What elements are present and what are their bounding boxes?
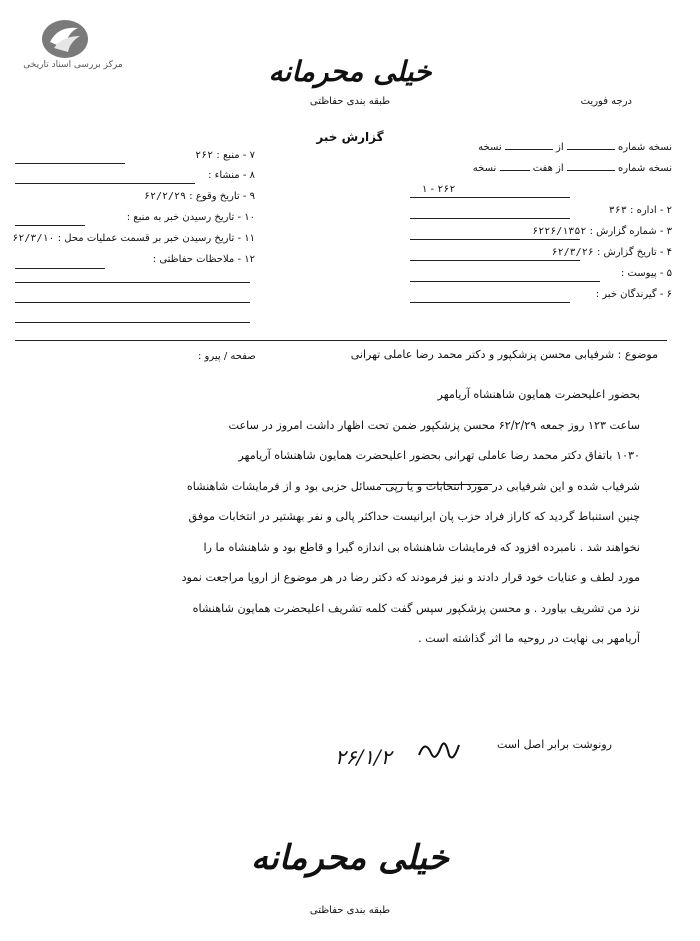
section-divider <box>15 340 667 341</box>
field-underline <box>15 282 250 283</box>
report-date-field: ۴ - تاریخ گزارش : ۶۲/۳/۲۶ <box>551 247 672 258</box>
certified-copy-note: رونوشت برابر اصل است <box>497 738 612 751</box>
field-underline <box>15 163 125 164</box>
body-line: بحضور اعلیحضرت همایون شاهنشاه آریامهر <box>437 388 640 401</box>
origin-field: ۸ - منشاء : <box>208 170 255 181</box>
attachment-field: ۵ - پیوست : <box>620 268 672 279</box>
body-line: آریامهر بی نهایت در روحیه ما اثر گذاشته است . <box>418 632 640 645</box>
copy-number-field-1: نسخه شماره از نسخه <box>478 142 672 153</box>
body-line: ساعت ۱۲۳ روز جمعه ۶۲/۲/۲۹ محسن پزشکپور ضمن تحت اظهار داشت امروز در ساعت <box>228 418 640 432</box>
footer-classification-level: طبقه بندی حفاظتی <box>309 905 391 916</box>
classification-stamp: خیلی محرمانه <box>268 55 432 88</box>
field-underline <box>15 183 195 184</box>
field-underline <box>15 302 250 303</box>
received-operations-date-field: ۱۱ - تاریخ رسیدن خبر بر قسمت عملیات محل : ۶۲/۳/۱۰ <box>12 233 255 244</box>
field-underline <box>15 322 250 323</box>
page-reference-label: صفحه / پیرو : <box>198 351 256 362</box>
field-underline <box>15 225 85 226</box>
urgency-label: درجه فوریت <box>580 96 632 107</box>
field-underline <box>410 302 570 303</box>
classification-level: طبقه بندی حفاظتی <box>309 96 391 107</box>
body-line: مورد لطف و عنایات خود قرار دادند و نیز فرمودند که دکتر رضا در هر موضوع از اروپا مراجعت نمود <box>181 571 640 584</box>
archive-seal-icon <box>40 18 90 60</box>
received-source-date-field: ۱۰ - تاریخ رسیدن خبر به منبع : <box>126 212 255 223</box>
footer-classification-stamp: خیلی محرمانه <box>251 838 449 878</box>
subject-text: شرفیابی محسن پزشکپور و دکتر محمد رضا عاملی تهرانی <box>350 348 615 361</box>
signature-date: ۲۶/۱/۲ <box>335 745 392 769</box>
field-underline <box>410 218 570 219</box>
body-line: ۱۰۳۰ باتفاق دکتر محمد رضا عاملی تهرانی بحضور اعلیحضرت همایون شاهنشاه آریامهر <box>238 449 640 462</box>
source-field: ۱ - ۲۶۲ <box>422 184 456 195</box>
field-underline <box>410 197 570 198</box>
field-underline <box>410 260 580 261</box>
field-underline <box>410 281 600 282</box>
subject-line <box>238 348 658 361</box>
body-line: نخواهند شد . نامبرده افزود که فرمایشات شاهنشاه بی اندازه گیرا و قاطع بود و شاهنشاه ما را <box>203 540 640 554</box>
logo-caption: مرکز بررسی اسناد تاریخی <box>23 60 123 70</box>
left-source-field: ۷ - منبع : ۲۶۲ <box>195 150 255 161</box>
body-line: نزد من تشریف بیاورد . و محسن پزشکپور سپس گفت کلمه تشریف اعلیحضرت همایون شاهنشاه <box>192 601 640 615</box>
field-underline <box>15 268 105 269</box>
recipients-field: ۶ - گیرندگان خبر : <box>595 289 672 300</box>
signature-icon <box>415 733 463 767</box>
document-type: گزارش خبر <box>316 130 384 144</box>
event-date-field: ۹ - تاریخ وقوع : ۶۲/۲/۲۹ <box>143 191 255 202</box>
report-number-field: ۳ - شماره گزارش : ۶۲۲۶/۱۳۵۲ <box>532 226 672 237</box>
body-line: چنین استنباط گردید که کاراز فراد حزب پان ایرانیست حداکثر پالی و نفر بهشتیر در انتخابات موفق <box>188 510 640 523</box>
handwritten-underline <box>380 484 492 485</box>
department-field: ۲ - اداره : ۳۶۳ <box>608 205 672 216</box>
security-notes-field: ۱۲ - ملاحظات حفاظتی : <box>152 254 255 265</box>
report-body <box>30 380 640 655</box>
subject-label: موضوع : <box>617 348 658 361</box>
body-line: شرفیاب شده و این شرفیابی در مورد انتخابات و یا رپی مسائل حزبی بود و از فرمایشات شاهنشاه <box>186 479 640 493</box>
field-underline <box>410 239 580 240</box>
copy-number-field-2: نسخه شماره از هفت نسخه <box>472 163 672 174</box>
